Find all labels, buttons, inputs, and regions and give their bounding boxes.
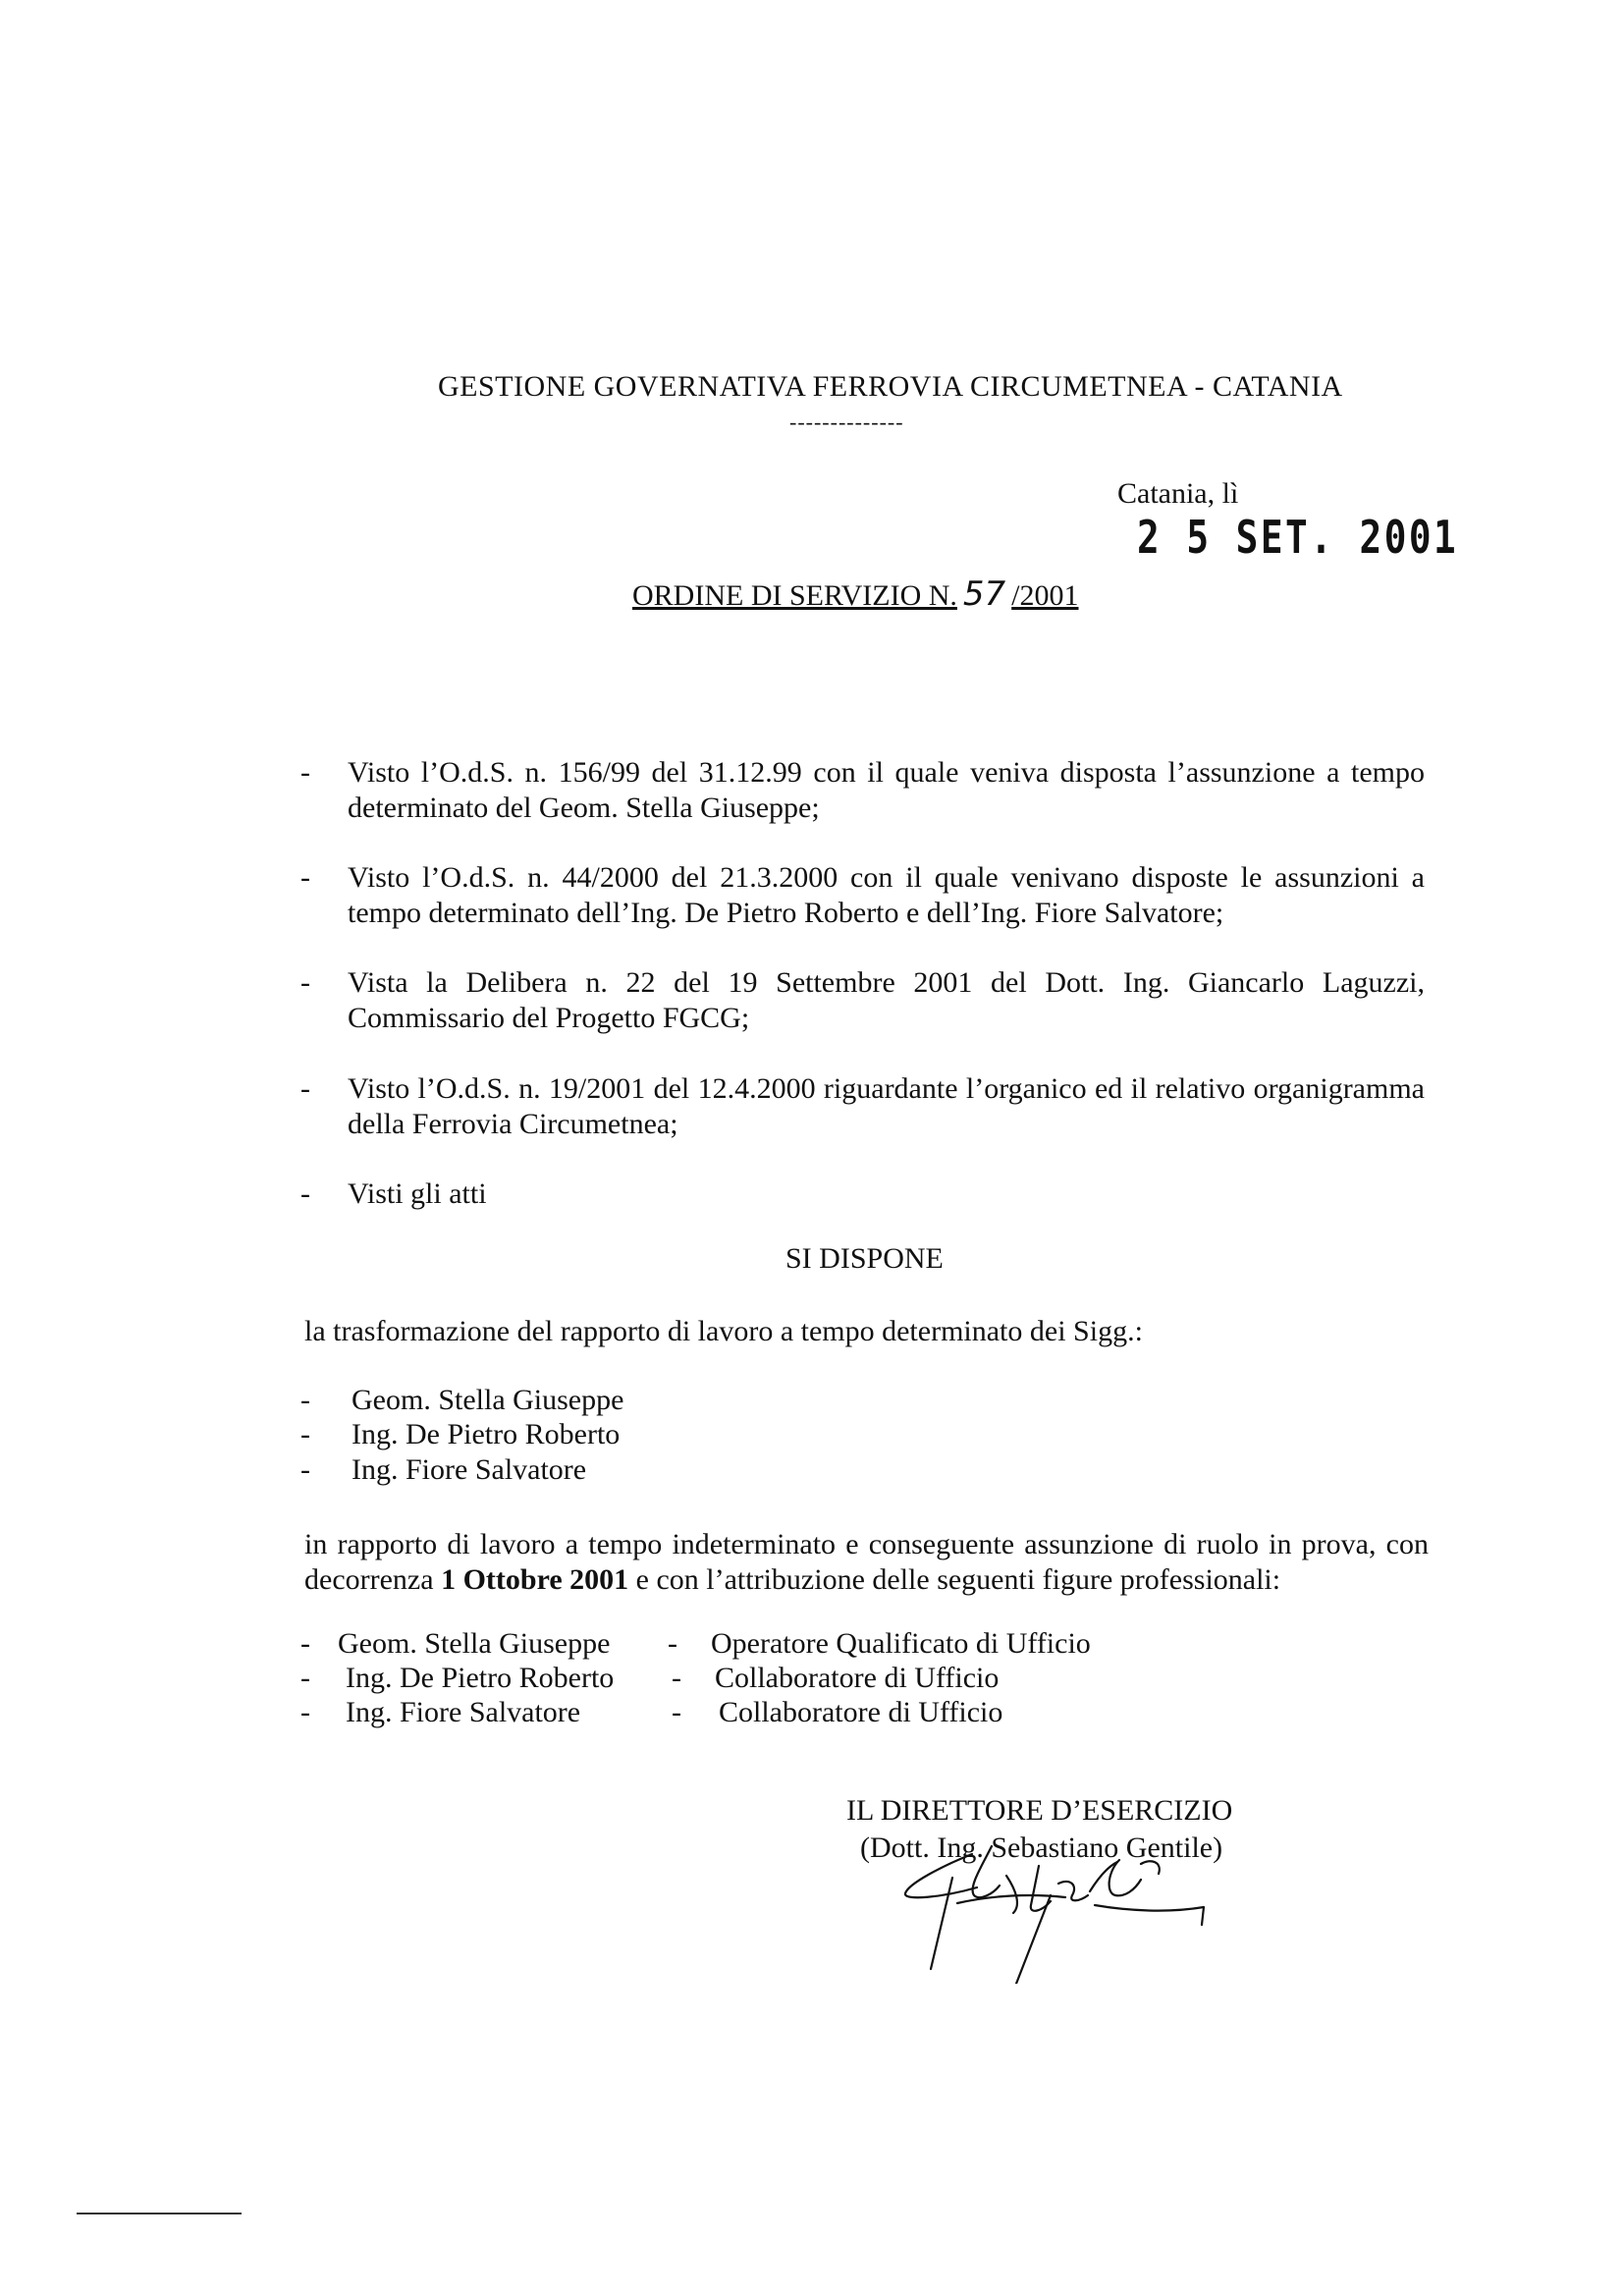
transformation-intro: la trasformazione del rapporto di lavoro a tempo determinato dei Sigg.: xyxy=(304,1315,1143,1347)
role-row xyxy=(300,1626,1282,1662)
decision-paragraph xyxy=(304,1527,1429,1598)
order-suffix: /2001 xyxy=(1011,579,1079,612)
bullet-dash: - xyxy=(300,1418,310,1450)
role-title: Collaboratore di Ufficio xyxy=(719,1696,1003,1728)
bullet-dash: - xyxy=(300,861,310,894)
premise-text: Visto l’O.d.S. n. 156/99 del 31.12.99 con il quale veniva disposta l’assunzione a tempo determinato del Geom. Stella Giuseppe; xyxy=(348,756,1425,824)
effective-date: 1 Ottobre 2001 xyxy=(441,1563,629,1596)
premise-text: Visto l’O.d.S. n. 44/2000 del 21.3.2000 con il quale venivano disposte le assunzioni a tempo determinato dell’Ing. De Pietro Roberto e dell’Ing. Fiore Salvatore; xyxy=(348,861,1425,929)
employee-name: Ing. De Pietro Roberto xyxy=(352,1418,621,1450)
date-stamp: 2 5 SET. 2001 xyxy=(1137,511,1459,564)
bullet-dash: - xyxy=(300,966,310,999)
role-employee-name: Ing. De Pietro Roberto xyxy=(346,1662,615,1694)
premise-item xyxy=(300,1176,1425,1212)
premise-text: Visto l’O.d.S. n. 19/2001 del 12.4.2000 riguardante l’organico ed il relativo organigramma della Ferrovia Circumetnea; xyxy=(348,1072,1425,1140)
bullet-dash: - xyxy=(300,1627,310,1660)
order-number: 57 xyxy=(962,574,1006,614)
footer-rule xyxy=(77,2213,242,2214)
premise-item xyxy=(300,965,1425,1036)
role-separator: - xyxy=(672,1696,681,1728)
handwritten-signature xyxy=(884,1836,1227,1984)
role-separator: - xyxy=(672,1662,681,1694)
bullet-dash: - xyxy=(300,1696,310,1728)
premise-item xyxy=(300,1071,1425,1142)
decision-text-part2: e con l’attribuzione delle seguenti figure professionali: xyxy=(628,1563,1281,1596)
role-employee-name: Ing. Fiore Salvatore xyxy=(346,1696,581,1728)
bullet-dash: - xyxy=(300,1072,310,1105)
header-rule: -------------- xyxy=(789,410,904,434)
role-separator: - xyxy=(668,1627,677,1660)
premise-text: Visti gli atti xyxy=(348,1177,487,1210)
date-line xyxy=(1117,477,1623,564)
bullet-dash: - xyxy=(300,1453,310,1486)
role-row xyxy=(300,1695,1282,1730)
employee-name: Geom. Stella Giuseppe xyxy=(352,1384,624,1416)
employee-name: Ing. Fiore Salvatore xyxy=(352,1453,587,1486)
role-row xyxy=(300,1661,1282,1696)
organization-title: GESTIONE GOVERNATIVA FERROVIA CIRCUMETNEA - CATANIA xyxy=(438,370,1343,403)
decision-heading: SI DISPONE xyxy=(785,1242,944,1275)
order-title xyxy=(632,574,1079,614)
decision-text-part1: in rapporto di lavoro a tempo indeterminato e conseguente assunzione di ruolo in prova, con decorrenza xyxy=(304,1528,1429,1596)
bullet-dash: - xyxy=(300,1384,310,1416)
signature-block xyxy=(846,1793,1233,1864)
order-prefix: ORDINE DI SERVIZIO N. xyxy=(632,579,957,612)
date-label: Catania, lì xyxy=(1117,477,1239,510)
premise-item xyxy=(300,755,1425,826)
bullet-dash: - xyxy=(300,1177,310,1210)
signature-title: IL DIRETTORE D’ESERCIZIO xyxy=(846,1794,1233,1827)
premise-item xyxy=(300,860,1425,931)
role-title: Operatore Qualificato di Ufficio xyxy=(711,1627,1091,1660)
role-employee-name: Geom. Stella Giuseppe xyxy=(338,1627,611,1660)
premise-text: Vista la Delibera n. 22 del 19 Settembre 2001 del Dott. Ing. Giancarlo Laguzzi, Commissario del Progetto FGCG; xyxy=(348,966,1425,1034)
signature-name: (Dott. Ing. Sebastiano Gentile) xyxy=(860,1831,1223,1864)
bullet-dash: - xyxy=(300,756,310,789)
role-title: Collaboratore di Ufficio xyxy=(715,1662,1000,1694)
bullet-dash: - xyxy=(300,1662,310,1694)
